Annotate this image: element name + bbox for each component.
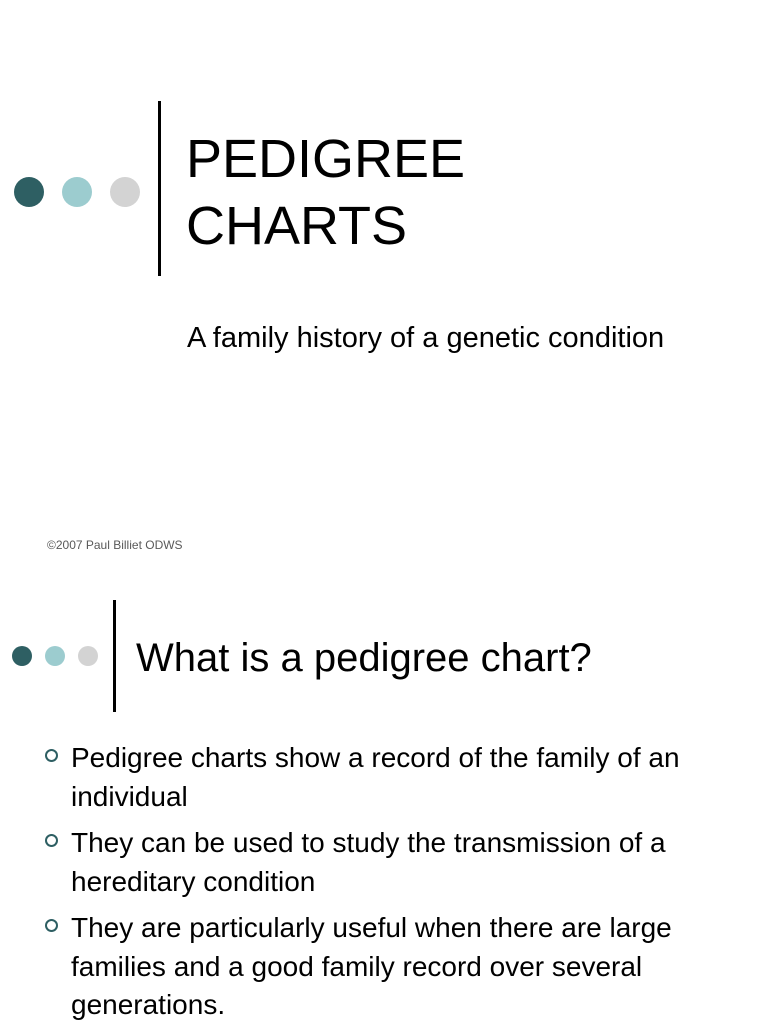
list-item bbox=[40, 909, 740, 1024]
bullet-list bbox=[40, 739, 740, 1024]
slide-title bbox=[186, 126, 465, 260]
bullet-text: They can be used to study the transmission of a hereditary condition bbox=[71, 827, 666, 897]
circle-bullet-icon bbox=[45, 749, 58, 762]
copyright-notice: ©2007 Paul Billiet ODWS bbox=[47, 538, 183, 552]
circle-bullet-icon bbox=[45, 834, 58, 847]
decorative-dot-dark bbox=[12, 646, 32, 666]
decorative-dot-light bbox=[78, 646, 98, 666]
decorative-dot-light bbox=[110, 177, 140, 207]
list-item bbox=[40, 739, 740, 816]
title-divider-line bbox=[113, 600, 116, 712]
content-slide bbox=[0, 576, 768, 1024]
slide-heading: What is a pedigree chart? bbox=[136, 636, 592, 680]
bullet-text: Pedigree charts show a record of the family of an individual bbox=[71, 742, 680, 812]
slide-subtitle: A family history of a genetic condition bbox=[187, 322, 665, 354]
slide-title-line1: PEDIGREE bbox=[186, 129, 466, 189]
list-item bbox=[40, 824, 740, 901]
circle-bullet-icon bbox=[45, 919, 58, 932]
decorative-dot-mid bbox=[45, 646, 65, 666]
decorative-dot-dark bbox=[14, 177, 44, 207]
decorative-dot-mid bbox=[62, 177, 92, 207]
bullet-text: They are particularly useful when there are large families and a good family record over several generations. bbox=[71, 912, 672, 1020]
slide-title-line2: CHARTS bbox=[186, 196, 408, 256]
title-divider-line bbox=[158, 101, 161, 276]
